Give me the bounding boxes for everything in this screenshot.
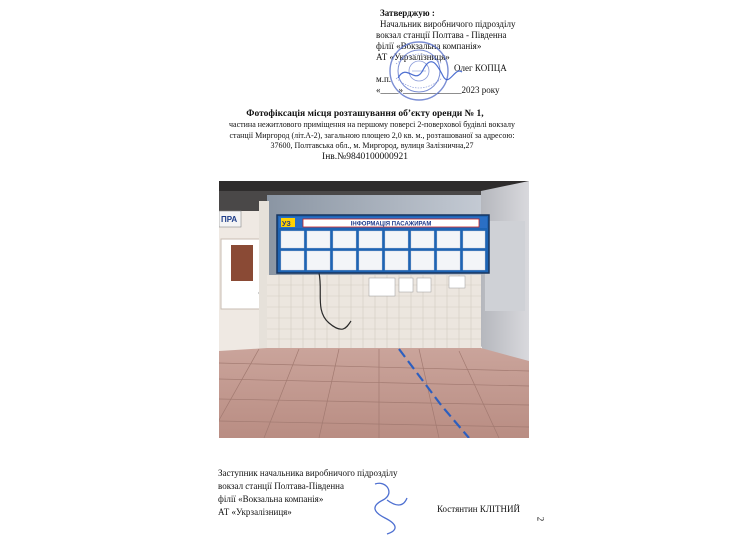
approval-date: «____»_____________2023 року: [376, 85, 500, 95]
description-line-3: 37600, Полтавська обл., м. Миргород, вулиця Залізнична,27: [270, 141, 474, 150]
approval-signature: [395, 58, 465, 88]
description-line-2: станції Миргород (літ.А-2), загальною площею 2,0 кв. м., розташованої за адресою:: [229, 130, 515, 140]
approval-mp: м.п.: [376, 74, 392, 84]
footer-line-1: Заступник начальника виробничого підрозділу: [218, 468, 398, 478]
approval-line-2: вокзал станції Полтава - Південна: [376, 30, 507, 40]
footer-line-4: АТ «Укрзалізниця»: [218, 507, 292, 517]
footer-name: Костянтин КЛІТНИЙ: [437, 504, 520, 514]
footer-line-2: вокзал станції Полтава-Південна: [218, 481, 344, 491]
approval-line-4: АТ «Укрзалізниця»: [376, 52, 450, 62]
board-title: ІНФОРМАЦІЯ ПАСАЖИРАМ: [350, 221, 432, 228]
page-number: 2: [535, 516, 546, 522]
document-description: [222, 120, 522, 152]
board-logo: УЗ: [282, 221, 291, 228]
station-photo: [219, 181, 529, 438]
approval-line-1: Начальник виробничого підрозділу: [380, 19, 516, 29]
approval-heading: Затверджую :: [380, 8, 435, 18]
left-sign-text: ПРА: [221, 215, 238, 224]
inventory-number: Інв.№9840100000921: [322, 152, 408, 162]
footer-signature: [365, 478, 415, 538]
approval-line-3: філії «Вокзальна компанія»: [376, 41, 482, 51]
document-title: Фотофіксація місця розташування об’єкту оренди № 1,: [246, 109, 484, 119]
footer-line-3: філії «Вокзальна компанія»: [218, 494, 324, 504]
approval-signatory: Олег КОПЦА: [454, 63, 507, 73]
description-line-1: частина нежитлового приміщення на першому поверсі 2-поверхової будівлі вокзалу: [229, 120, 515, 129]
